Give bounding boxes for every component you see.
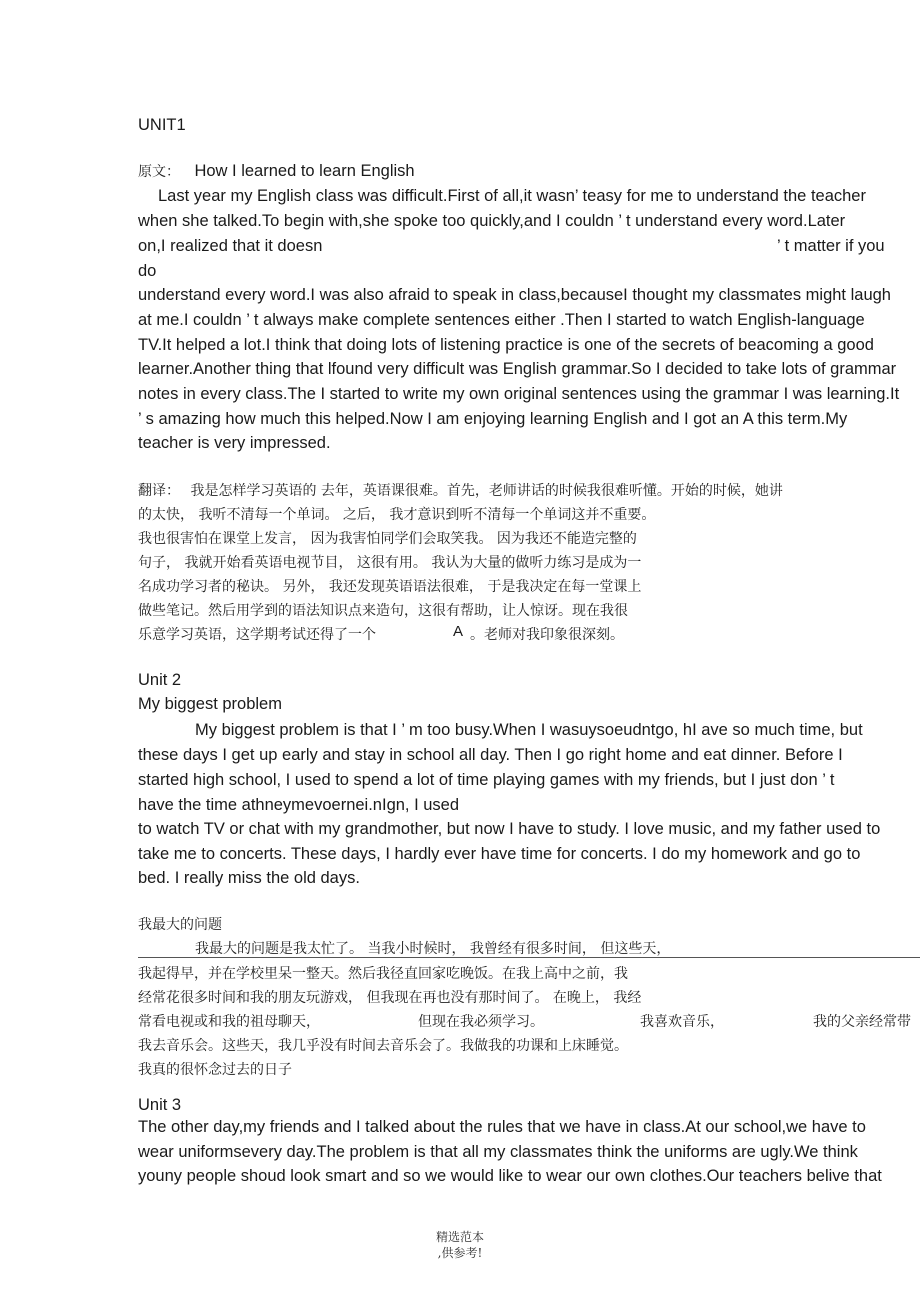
translation-line: 的太快， 我听不清每一个单词。 之后， 我才意识到听不清每一个单词这并不重要。 (138, 507, 656, 523)
divider-line (138, 957, 920, 958)
translation-line: 我最大的问题是我太忙了。 当我小时候时， 我曾经有很多时间， 但这些天， (195, 941, 671, 957)
unit1-line: ’ s amazing how much this helped.Now I am enjoying learning English and I got an A this term.My (138, 410, 848, 428)
unit2-line: these days I get up early and stay in school all day. Then I go right home and eat dinner. Before I (138, 746, 843, 764)
unit1-line: notes in every class.The I started to write my own original sentences using the grammar I was learning.It (138, 385, 900, 403)
translation-line: 我真的很怀念过去的日子 (138, 1062, 292, 1078)
unit3-line: youny people shoud look smart and so we would like to wear our own clothes.Our teachers belive that (138, 1167, 882, 1185)
unit2-line: started high school, I used to spend a lot of time playing games with my friends, but I just don ’ t (138, 771, 835, 789)
unit1-line: when she talked.To begin with,she spoke too quickly,and I couldn ’ t understand every word.Later (138, 212, 846, 230)
original-label: 原文： (138, 164, 180, 180)
translation-line: 乐意学习英语，这学期考试还得了一个 (138, 627, 376, 643)
translation-line: 经常花很多时间和我的朋友玩游戏， 但我现在再也没有那时间了。 在晚上， 我经 (138, 990, 642, 1006)
unit2-line: have the time athneymevoernei.nIgn, I used (138, 796, 460, 814)
unit1-line: on,I realized that it doesn (138, 237, 323, 255)
unit1-line: Last year my English class was difficult.First of all,it wasn’ teasy for me to understand the teacher (158, 187, 866, 205)
unit2-line: to watch TV or chat with my grandmother, but now I have to study. I love music, and my father used to (138, 820, 881, 838)
translation-line: 。老师对我印象很深刻。 (470, 627, 624, 643)
translation-line: 但现在我必须学习。 (418, 1014, 544, 1030)
unit2-translation-title: 我最大的问题 (138, 917, 222, 933)
translation-line: 做些笔记。然后用学到的语法知识点来造句，这很有帮助，让人惊讶。现在我很 (138, 603, 628, 619)
unit1-line: understand every word.I was also afraid to speak in class,becauseI thought my classmates might laugh (138, 286, 891, 304)
unit2-heading: Unit 2 (138, 671, 182, 689)
unit1-line: do (138, 262, 157, 280)
unit2-title: My biggest problem (138, 695, 282, 713)
footer-line-2: ,供参考! (437, 1246, 483, 1260)
translation-line: 我也很害怕在课堂上发言， 因为我害怕同学们会取笑我。 因为我还不能造完整的 (138, 531, 637, 547)
footer-line-1: 精选范本 (435, 1230, 484, 1244)
unit1-heading: UNIT1 (138, 116, 186, 134)
unit2-line: My biggest problem is that I ’ m too busy.When I wasuysoeudntgo, hI ave so much time, but (195, 721, 863, 739)
unit1-line: at me.I couldn ’ t always make complete sentences either .Then I started to watch English-language (138, 311, 865, 329)
unit2-line: bed. I really miss the old days. (138, 869, 360, 887)
unit1-line: ’ t matter if you (777, 237, 885, 255)
unit1-line: teacher is very impressed. (138, 434, 331, 452)
unit1-line: TV.It helped a lot.I think that doing lots of listening practice is one of the secrets of beacoming a good (138, 336, 874, 354)
unit3-heading: Unit 3 (138, 1096, 182, 1114)
unit2-line: take me to concerts. These days, I hardly ever have time for concerts. I do my homework and go to (138, 845, 861, 863)
translation-line: 名成功学习者的秘诀。 另外， 我还发现英语语法很难， 于是我决定在每一堂课上 (138, 579, 642, 595)
unit1-title: How I learned to learn English (194, 162, 415, 180)
unit1-title-line (138, 161, 415, 181)
translation-line: 我起得早，并在学校里呆一整天。然后我径直回家吃晚饭。在我上高中之前，我 (138, 966, 628, 982)
unit1-line: learner.Another thing that lfound very difficult was English grammar.So I decided to take lots of grammar (138, 360, 897, 378)
translation-line: 我的父亲经常带 (813, 1014, 911, 1030)
translation-line: 我喜欢音乐， (640, 1014, 724, 1030)
unit3-line: wear uniformsevery day.The problem is that all my classmates think the uniforms are ugly.We think (138, 1143, 858, 1161)
translation-line: 句子， 我就开始看英语电视节目， 这很有用。 我认为大量的做听力练习是成为一 (138, 555, 642, 571)
translation-line: 我去音乐会。这些天，我几乎没有时间去音乐会了。我做我的功课和上床睡觉。 (138, 1038, 628, 1054)
translation-label: 翻译： (138, 483, 180, 499)
unit3-line: The other day,my friends and I talked about the rules that we have in class.At our school,we have to (138, 1118, 866, 1136)
translation-line: 常看电视或和我的祖母聊天， (138, 1014, 320, 1030)
grade-letter: A (453, 623, 464, 640)
translation-line: 翻译： 我是怎样学习英语的 去年，英语课很难。首先，老师讲话的时候我很难听懂。开始的时候，她讲 (138, 483, 783, 499)
